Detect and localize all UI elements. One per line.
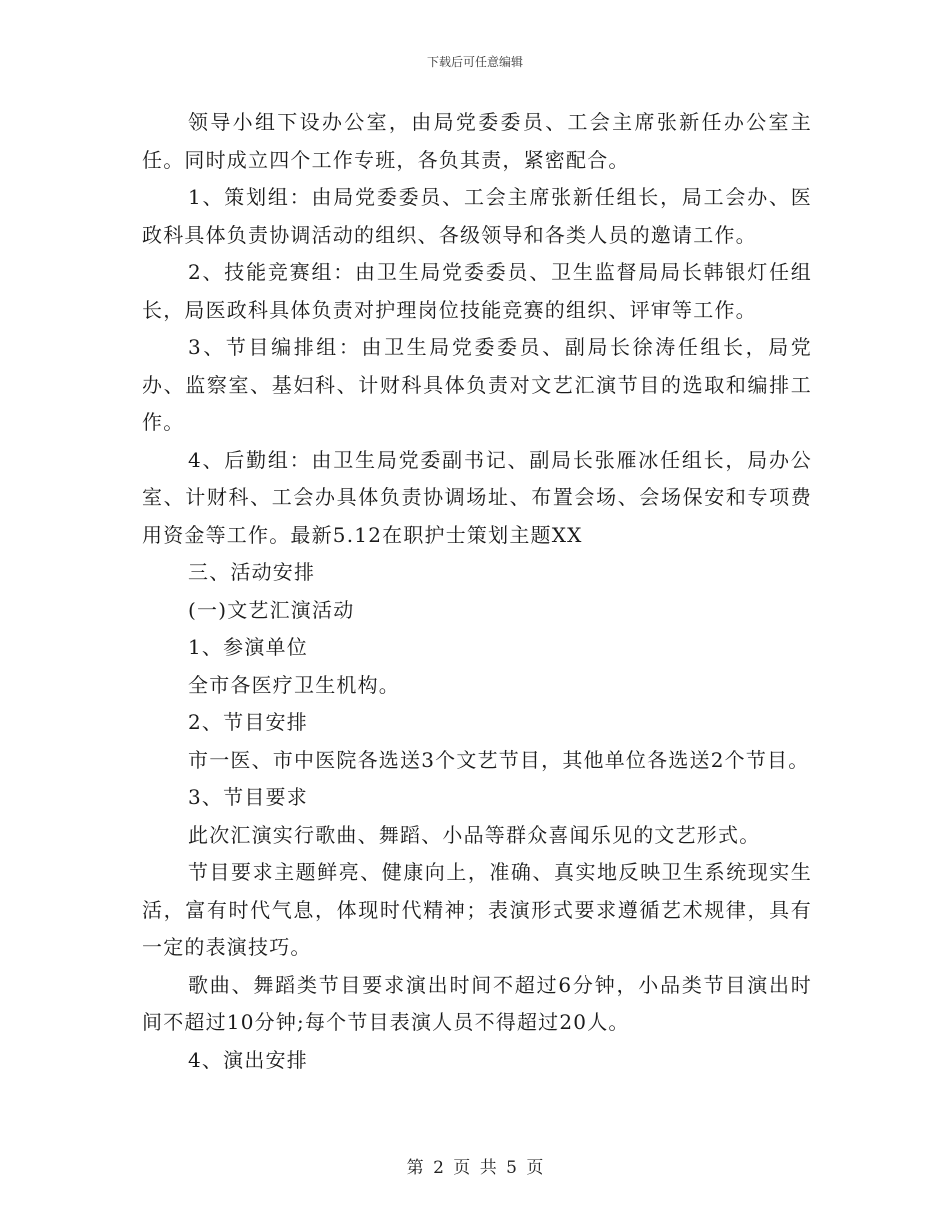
paragraph-time-limits: 歌曲、舞蹈类节目要求演出时间不超过6分钟，小品类节目演出时间不超过10分钟;每个节目表演人员不得超过20人。 [142, 972, 812, 1034]
page-number: 第 2 页 共 5 页 [406, 1158, 544, 1178]
paragraph-planning-group: 1、策划组：由局党委委员、工会主席张新任组长，局工会办、医政科具体负责协调活动的组织、各级领导和各类人员的邀请工作。 [142, 185, 812, 247]
subsection-heading-performance: (一)文艺汇演活动 [188, 597, 355, 622]
paragraph-skill-contest-group: 2、技能竞赛组：由卫生局党委委员、卫生监督局局长韩银灯任组长，局医政科具体负责对护理岗位技能竞赛的组织、评审等工作。 [142, 260, 812, 322]
paragraph-theme-requirements: 节目要求主题鲜亮、健康向上，准确、真实地反映卫生系统现实生活，富有时代气息，体现时代精神；表演形式要求遵循艺术规律，具有一定的表演技巧。 [142, 860, 812, 959]
paragraph-forms: 此次汇演实行歌曲、舞蹈、小品等群众喜闻乐见的文艺形式。 [188, 822, 761, 847]
paragraph-logistics-group: 4、后勤组：由卫生局党委副书记、副局长张雁冰任组长，局办公室、计财科、工会办具体负责协调场址、布置会场、会场保安和专项费用资金等工作。最新5.12在职护士策划主题XX [142, 447, 812, 547]
item-heading-participants: 1、参演单位 [188, 635, 308, 659]
paragraph-participants: 全市各医疗卫生机构。 [188, 672, 400, 697]
page-header-note: 下载后可任意编辑 [426, 55, 523, 69]
item-heading-performance-arrangement: 4、演出安排 [188, 1047, 308, 1072]
item-heading-program-arrangement: 2、节目安排 [188, 710, 308, 734]
section-heading-activities: 三、活动安排 [188, 560, 316, 584]
paragraph-program-arrangement: 市一医、市中医院各选送3个文艺节目，其他单位各选送2个节目。 [188, 747, 810, 772]
paragraph-program-group: 3、节目编排组：由卫生局党委委员、副局长徐涛任组长，局党办、监察室、基妇科、计财科具体负责对文艺汇演节目的选取和编排工作。 [142, 335, 812, 434]
document-body [142, 104, 812, 1079]
paragraph-office: 领导小组下设办公室，由局党委委员、工会主席张新任办公室主任。同时成立四个工作专班，各负其责，紧密配合。 [142, 110, 812, 172]
item-heading-program-requirements: 3、节目要求 [188, 785, 308, 809]
